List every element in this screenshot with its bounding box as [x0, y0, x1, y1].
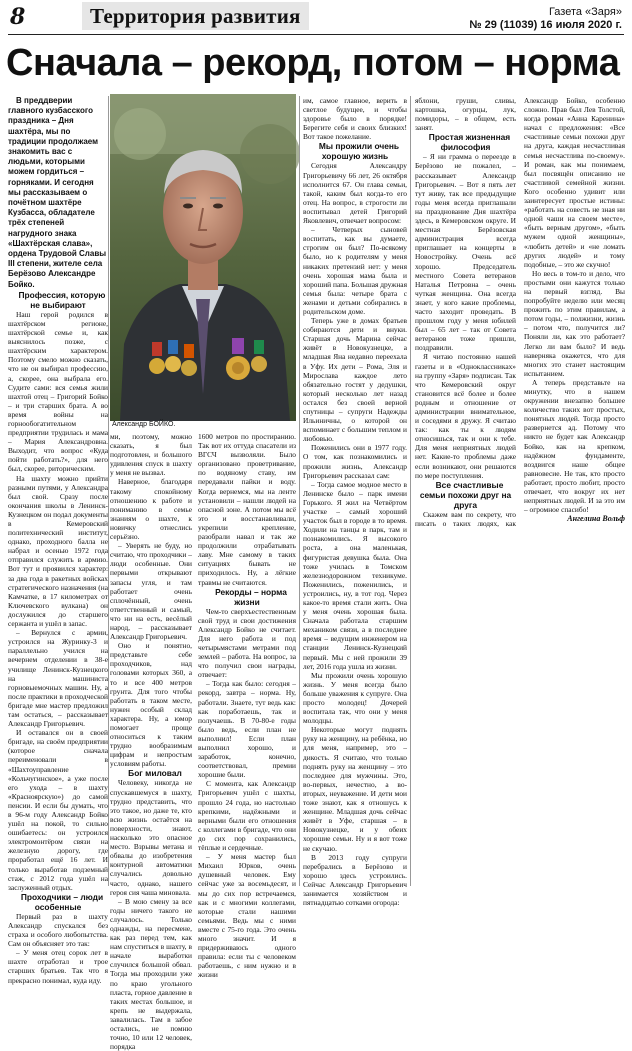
paragraph: Я читаю постоянно нашей газеты и в «Одноклассниках» на группу «Заря» подписан. Так что Кемеровский округ становится всё более и более родным и отношение от администрации внимательное, и соседями я дружу. Я считаю так: как ты к людям относишься, так и они к тебе. Для меня неприятных людей нет. Какие-то проблемы даже если возникают, они решаются по мере поступления.	[415, 352, 516, 480]
column-1	[8, 96, 108, 985]
paragraph: – У меня мастер был Михаил Юрков, очень душевный человек. Ему сейчас уже за восемьдесят, и мы до сих пор встречаемся, как и с многими коллегами, которые стали нашими семьями. Ведь мы с ними вместе с 75-го года. Это очень много значит. И я придерживаюсь одного правила: если ты с человеком работаешь, с ним нужно и в жизни	[198, 852, 296, 980]
paragraph: – Вернулся с армии, устроился на Журинку-3 и параллельно учился на вечернем отделении в 38-е училище Ленинск-Кузнецкого на машиниста горновыемочных машин. Ну, а после практики в проходческой бригаде мне мастер предложил там остаться, – рассказывает Александр Григорьевич.	[8, 628, 108, 729]
section-rubric: Территория развития	[82, 2, 309, 30]
paragraph: – В мою смену за все годы ничего такого не случалось. Только однажды, на пересмене, как раз перед тем, как нам спуститься в шахту, в начале выработки случился большой обвал. Тогда мы проходили уже по краю угольного пласта, горное давление в таких местах большое, и крепь не выдержала, завалилась. Там в забое остались, не помню точно, 10 или 12 человек, порядка	[110, 896, 192, 1051]
lead-paragraph: В преддверии главного кузбасского праздника – Дня шахтёра, мы по традиции продолжаем знакомить вас с людьми, которыми можем гордиться – горняками. И сегодня мы рассказываем о почётном шахтёре Кузбасса, обладателе трёх степеней нагрудного знака «Шахтёрская слава», ордена Трудовой Славы III степени, жителе села Берёзово Александре Бойко.	[8, 96, 107, 289]
portrait-illustration	[110, 94, 296, 421]
subheading: Простая жизненная философия	[428, 132, 511, 153]
paragraph: Первый раз в шахту Александр спускался без страха и особого любопытства. Сам он объясняет это так:	[8, 911, 108, 949]
column-5	[415, 96, 625, 886]
paragraph: Оно и понятно, представьте себе проходчиков, над головами которых 360, а то и все 400 метров грунта. Для того чтобы работать в таком месте, нужен особый склад характера. Ну, а юмор помогает проще относиться к таким трудно вообразимым цифрам и непростым условиям работы.	[110, 641, 192, 769]
paragraph: – Тогда самое модное место в Ленинске было – парк имени Горького. Я жил на Четвёртом участке – самый хороший участок был в городе в то время. Ходили на танцы в парк, там и познакомились. Я высокого роста, а она маленькая, фигуристая девушка была. Она тоже училась в Томском железнодорожном техникуме. Поженились, поженились, и устроились, ну, в тот год. Через какое-то время стали жить. Она у меня очень хорошая была. Сначала работала старшим механиком связи, а в последнее время – ведущим инженером на станции Ленинск-Кузнецкий первый. Мы с ней прожили 39 лет, 2016 года ушла из жизни.	[303, 479, 407, 671]
column-divider	[410, 96, 411, 886]
issue-info	[469, 6, 622, 32]
paragraph: В 2013 году супруги перебрались в Берёзово и хорошо здесь устроились. Сейчас Александр Григорьевич занимается хозяйством и пятнадцатью сотками огорода:	[303, 852, 407, 908]
paragraph: И оставался он в своей бригаде, на своём предприятии (которое сначала переименовали в «Шахтоуправление «Кольчугинское», а уже после его ухода – в шахту «Красноярскую») до самой пенсии. И если бы думать, что в 96-м году Александр Бойко ушёл на покой, то сильно ошибаетесь: он устроился электромонтёром связи на железную дорогу, где проработал ещё 16 лет. И только выработав подземный стаж, с 2012 года ушёл на заслуженный отдых.	[8, 728, 108, 892]
paragraph: На шахту можно прийти разными путями, у Александра был свой. Сразу после окончания школы в Ленинск-Кузнецком он подал документы в Кемеровский политехнический институт, однако, проходного балла не набрал и осенью 1972 года отправился служить в армию. Вот тут и проявился характер: за два года в ракетных войсках стратегического назначения (на Камчатке, в 17 километрах от Ключевского вулкана) он дослужился до старшего сержанта и ушёл в запас.	[8, 473, 108, 629]
paragraph: С момента, как Александр Григорьевич ушёл с шахты, прошло 24 года, но настолько крепкими, надёжными и верными были его отношения с коллегами в бригаде, что они до сих пор сохранились, тёплые и сердечные.	[198, 779, 296, 853]
paragraph: Наверное, благодаря такому спокойному отношению к работе и пониманию в семье знаниям о шахте, к новичку отнеслись серьёзно.	[110, 477, 192, 542]
paragraph: Наш герой родился в шахтёрском регионе, шахтёрской семье и, как выяснилось позже, с шахтёрским характером. Поэтому смело можно сказать, что не он выбирал профессию, а, скорее, она выбрала его. Судите сами: вся семья жили шахтой отец – Григорий Бойко – и три старших брата. А во время войны на горнообогатительном предприятии трудилась и мама – Мария Александровна. Выходит, что вопрос «Куда пойти работать?», для него был, скорее, риторическим.	[8, 309, 108, 474]
paragraph: Некоторые могут поднять руку на женщину, на ребёнка, но для меня, например, это – дикость. Я считаю, что только поднять руку на женщину – это последнее для мужчины. Это, во-первых, нечестно, а во-вторых, неуважение. И дети мои тоже знают, как я отношусь к женщине. Младшая дочь сейчас живёт в Уфе, старшая – в Новокузнецке, и у обеих хорошие семьи. Ну и я вот тоже не скучаю.	[303, 725, 407, 853]
paragraph: А теперь представьте на минутку, что в нашем окружении внезапно большее количество таких вот простых, понятных людей. Тогда просто развернется ад. Потому что никто не будет как Александр Бойко, как на крепком, надёжном фундаменте, воздвигся наше общее равновесие. Не так, кто просто работает, просто любит, просто отвечает, что вокруг их нет неприятных людей. И за это им – огромное спасибо!	[524, 377, 625, 515]
paragraph: – Четверых сыновей воспитать, как вы думаете, строгим он был? По-всякому было, но к родителям у меня никаких претензий нет: у меня очень хорошая мама была и хороший папа. Большая дружная семья была: четыре брата с женами и детьми собирались в родительском доме.	[303, 225, 407, 316]
subheading: Профессия, которую не выбирают	[18, 289, 106, 310]
paragraph: 1600 метров по простиранию. Так вот их оттуда спасатели из ВГСЧ вызволяли. Было организовано проветривание, по водяному ставу, им передавали пайки и воду. Когда вернемся, мы на ленте установили – нашли людей на опасной зоне. А потом мы всё это и восстанавливали, укрепили крепление, разобрали навал и так же продолжили отрабатывать лаву. Мне самому в таких ситуациях бывать не приходилось. Ну, а лёгкие травмы не считаются.	[198, 432, 296, 587]
paragraph: Скажем вам по секрету, что писать о таких людях, как Александр Бойко, особенно сложно. Прав был Лев Толстой, когда роман «Анна Каренина» начал с предложения: «Все счастливые семьи похожи друг на друга, каждая несчастливая семья несчастлива по-своему». И роман, как мы понимаем, был посвящён описанию не счастливой семейной жизни. Кого особенно удивит или заинтересует простые истины: «работать на совесть не зная ни одной чаши на своем месте», «быть верным другом», «быть мужем одной женщины», «любить детей» и «не ломать других людей» и тому подобные, – это же скучно!	[415, 96, 625, 528]
paragraph: – Я ни грамма о переезде в Берёзово не пожалел, – рассказывает Александр Григорьевич. – Вот я пять лет тут живу, так все предыдущие годы меня всегда приглашали на празднование Дня шахтёра здесь, в Кемеровском округе. И местная Берёзовская администрация всегда приглашает на концерты в Новостройку. Очень всё хорошо. Председатель местного Совета ветеранов Наталья Петровна – очень чуткая женщина. Она всегда знает, у кого какие проблемы, часто заходит проведать. В прошлом году у меня юбилей был – 65 лет – так от Совета ветеранов тоже пришли, поздравили.	[415, 152, 516, 353]
paragraph: Поженились они в 1977 году. О том, как познакомились и прожили жизнь, Александр Григорьевич рассказал сам:	[303, 443, 407, 480]
paragraph: им, самое главное, верить в светлое будущее, и чтобы здоровье было в порядке! Берегите себя и своих близких! Вот такое пожелание.	[303, 96, 407, 142]
paragraph: Человеку, никогда не спускавшемуся в шахту, трудно представить, что это такое, но даже те, кто всю жизнь остаётся на поверхности, знают, насколько это опасное место. Взрывы метана и обвалы до изобретения контурной автоматики случались довольно часто, однако, нашего героя сия чаша миновала.	[110, 778, 192, 897]
newspaper-name: Газета «Заря»	[548, 6, 622, 18]
headline: Сначала – рекорд, потом – норма	[6, 42, 620, 84]
paragraph: Сегодня Александру Григорьевичу 66 лет, 26 октября исполнится 67. Он глава семьи, такой, каким был когда-то его отец. На вопрос, в строгости ли воспитывал детей Григорий Яковлевич, отвечает вопросом:	[303, 161, 407, 226]
issue-number: № 29 (11039) 16 июля 2020 г.	[469, 19, 622, 31]
column-4	[303, 96, 407, 908]
column-divider	[108, 96, 109, 886]
paragraph: яблони, груши, сливы, картошка, огурцы, лук, помидоры, – в общем, есть занят.	[415, 96, 516, 133]
paragraph: Теперь уже в домах братьев собираются дети и внуки. Старшая дочь Марина сейчас живёт в Новокузнецке, а младшая Яна недавно переехала в Уфу. Их дети – Рома, Эля и Мирослава каждое лето обязательно гостят у дедушки, который несколько лет назад остался без своей верной спутницы – супруги Надежды Ильиничны, о которой он вспоминает с большим теплом и любовью.	[303, 316, 407, 444]
paragraph: – Уверять не буду, но считаю, что проходчики – люди особенные. Они первыми открывают запасы угля, и там работает очень сплочённый, очень ответственный и самый, что ни на есть, весёлый народ, – рассказывает Александр Григорьевич.	[110, 541, 192, 642]
paragraph: – Тогда как было: сегодня – рекорд, завтра – норма. Ну, работали. Знаете, тут ведь как: как поработаешь, так и получаешь. В 70-80-е годы было ведь, если план не выполнил! Если план выполнил хорошо, и заработок, конечно, соответствовал, премии хорошие были.	[198, 679, 296, 780]
author-byline: Ангелина Вольф	[567, 514, 625, 524]
column-2	[110, 432, 192, 1051]
paragraph: ми, поэтому, можно сказать, я был подготовлен, и большого удивления спуск в шахту у меня не вызвал.	[110, 432, 192, 478]
page-number: 8	[10, 4, 26, 30]
portrait-photo	[110, 94, 296, 421]
paragraph: Но весь в том-то и дело, что простыми они кажутся только на первый взгляд. Вы попробуйте неделю или месяц прожить по этим правилам, а потом годы, – полжизни, жизнь – потом что, получится ли? Поняли ли, как это работает? Легко ли вам было? И ведь наверняка окажется, что для многих это станет настоящим испытанием.	[524, 268, 625, 378]
subheading: Бог миловал	[128, 768, 182, 779]
paragraph: Мы прожили очень хорошую жизнь. У меня всегда было больше уважения к супруге. Она просто молодец! Дочерей воспитала так, что они у меня молодцы.	[303, 670, 407, 726]
column-3	[198, 432, 296, 980]
column-divider	[299, 96, 300, 886]
subheading: Проходчики – люди особенные	[20, 891, 104, 912]
photo-caption: Александр БОЙКО.	[112, 421, 176, 428]
paragraph: Чем-то сверхъестественным свой труд и свои достижения Александр Бойко не считает. Для него работа и под четырьмястами метрами под землей – работа. На вопрос, за что получил свои награды, отвечает:	[198, 606, 296, 680]
subheading: Все счастливые семьи похожи друг на друга	[419, 479, 512, 510]
paragraph: – У меня отец сорок лет в шахте отработал и трое старших братьев. Так что я прекрасно понимал, куда иду.	[8, 948, 108, 985]
page-header	[8, 4, 624, 35]
subheading: Мы прожили очень хорошую жизнь	[318, 141, 400, 162]
subheading: Рекорды – норма жизни	[215, 586, 287, 607]
